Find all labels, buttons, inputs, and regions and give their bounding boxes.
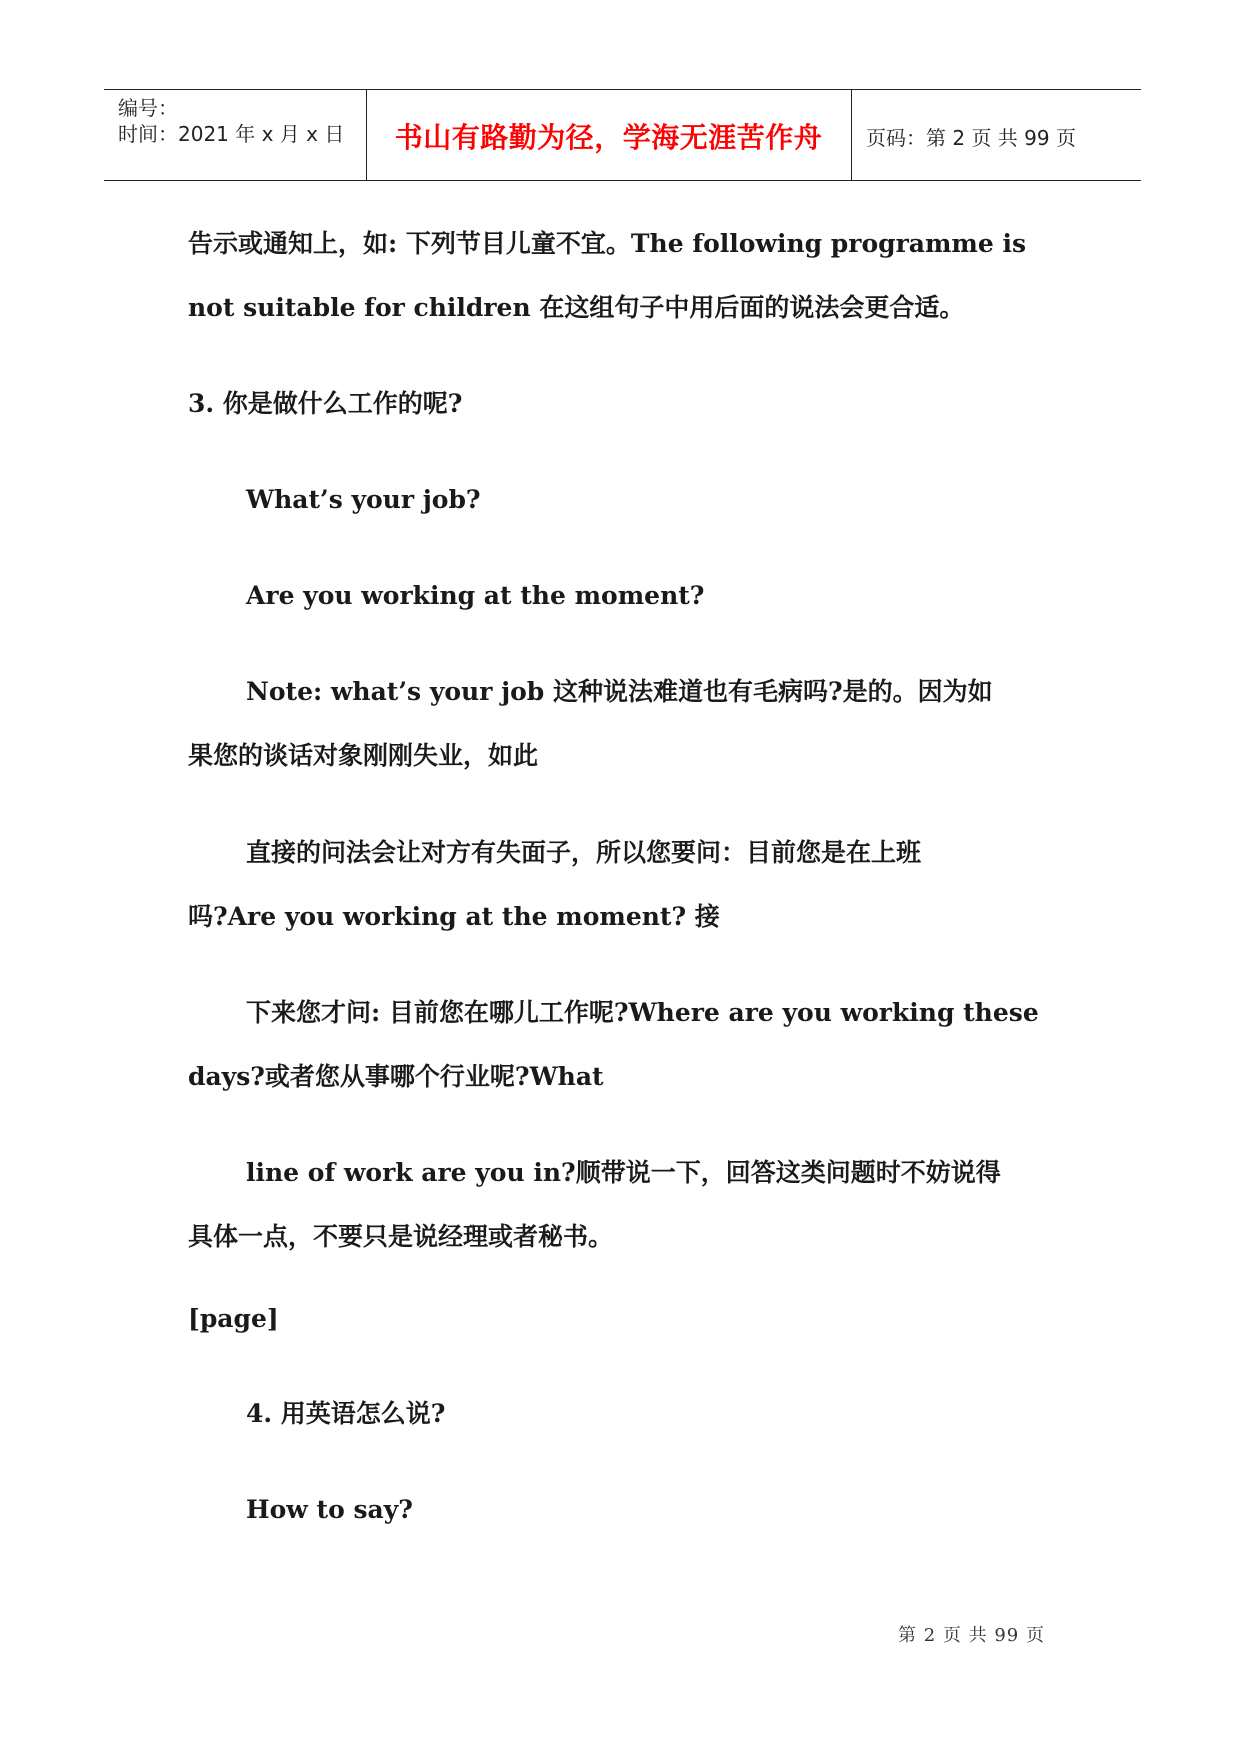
body-line-12: line of work are you in?顺带说一下，回答这类问题时不妨说得 xyxy=(246,1158,1001,1187)
body-line-1: 告示或通知上，如: 下列节目儿童不宜。The following programme is xyxy=(188,229,1027,258)
body-line-9: 吗?Are you working at the moment? 接 xyxy=(188,902,720,931)
body-line-8: 直接的问法会让对方有失面子，所以您要问：目前您是在上班 xyxy=(246,838,922,867)
body-line-7: 果您的谈话对象刚刚失业，如此 xyxy=(188,741,539,770)
document-time-label: 时间：2021 年 x 月 x 日 xyxy=(118,122,345,146)
header-divider-right xyxy=(851,90,852,180)
section-heading-3: 3. 你是做什么工作的呢? xyxy=(188,389,463,418)
header-motto: 书山有路勤为径，学海无涯苦作舟 xyxy=(394,121,823,154)
body-line-4: What’s your job? xyxy=(246,485,481,514)
body-line-10: 下来您才问: 目前您在哪儿工作呢?Where are you working these xyxy=(246,998,1039,1027)
section-heading-4: 4. 用英语怎么说? xyxy=(246,1399,446,1428)
page-footer: 第 2 页 共 99 页 xyxy=(898,1625,1045,1646)
body-line-6: Note: what’s your job 这种说法难道也有毛病吗?是的。因为如 xyxy=(246,677,993,706)
body-line-11: days?或者您从事哪个行业呢?What xyxy=(188,1062,604,1091)
document-header xyxy=(104,89,1141,181)
header-page-info: 页码：第 2 页 共 99 页 xyxy=(866,126,1076,150)
body-line-13: 具体一点，不要只是说经理或者秘书。 xyxy=(188,1222,614,1251)
body-line-16: How to say? xyxy=(246,1495,413,1524)
page-marker: [page] xyxy=(188,1304,279,1333)
body-line-5: Are you working at the moment? xyxy=(246,581,705,610)
document-number-label: 编号： xyxy=(118,96,178,120)
body-line-2: not suitable for children 在这组句子中用后面的说法会更合适。 xyxy=(188,293,965,322)
